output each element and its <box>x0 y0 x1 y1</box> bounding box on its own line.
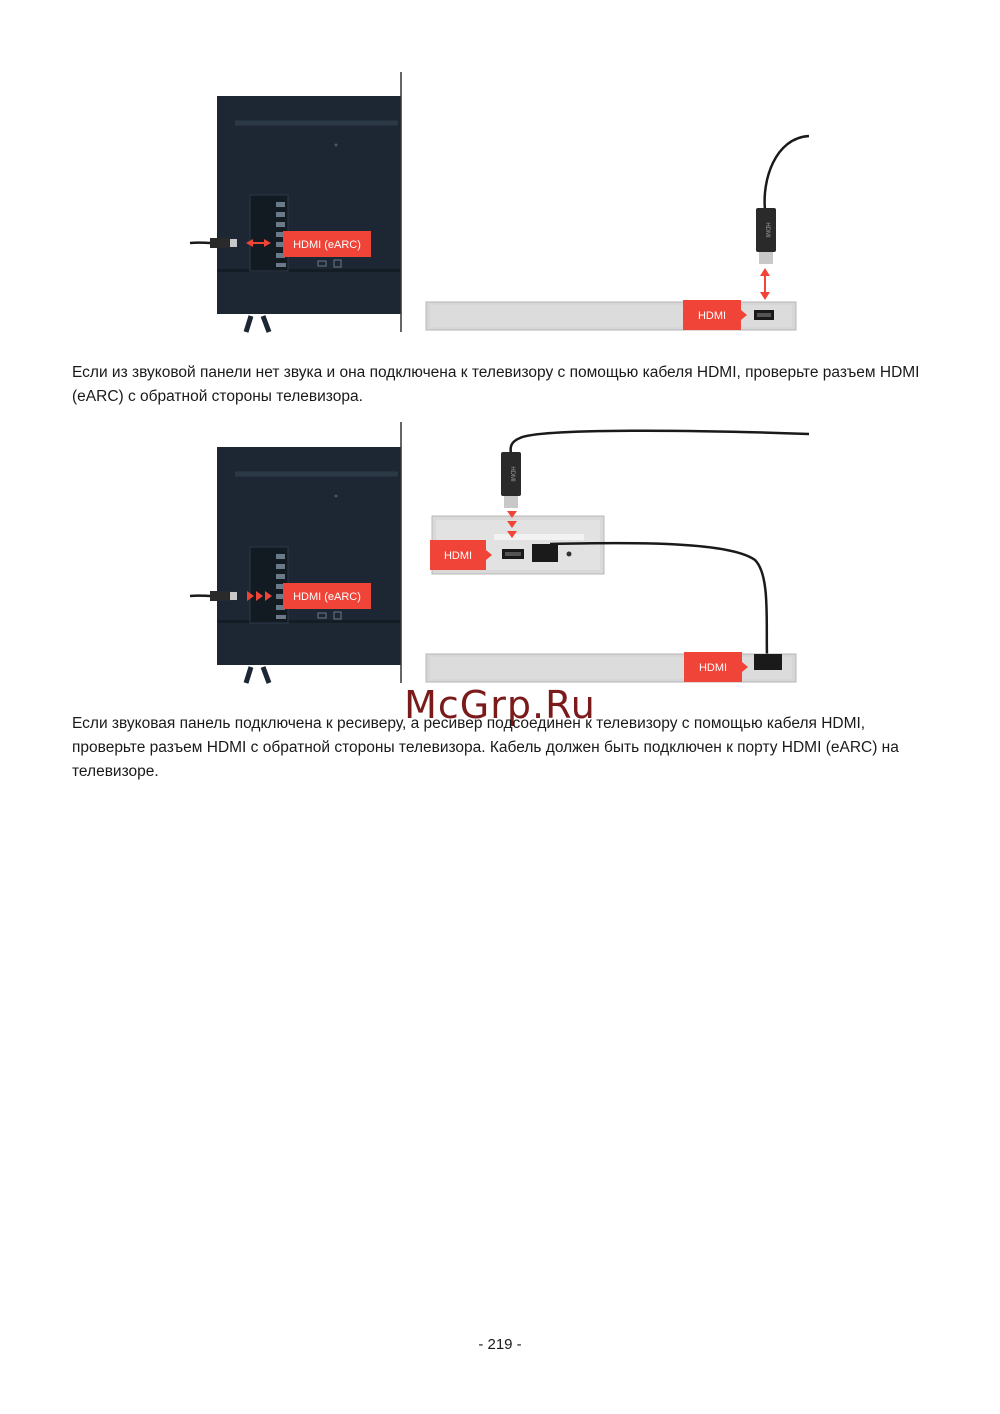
vertical-double-arrow-icon <box>760 268 770 300</box>
receiver-indicator <box>567 552 572 557</box>
tv-shelf-line <box>217 269 401 272</box>
diagram-2 <box>0 420 1000 690</box>
page-number: - 219 - <box>478 1336 522 1353</box>
tv-shelf-line <box>217 620 401 623</box>
receiver-hdmi-out-plug <box>532 544 558 562</box>
tv-screw <box>335 144 338 147</box>
paragraph-receiver-connection: Если звуковая панель подключена к ресиверу, а ресивер подсоединен к телевизору с помощью кабеля HDMI, проверьте разъем HDMI с обратной стороны телевизора. Кабель должен быть подключен к порту HDMI (eARC) на телевизоре. <box>72 715 899 780</box>
soundbar-hdmi-plug <box>754 654 782 670</box>
tv-screw <box>335 495 338 498</box>
tv-back-panel <box>217 96 401 314</box>
watermark: McGrp.Ru <box>404 683 596 727</box>
receiver-hdmi-in-port-inner <box>505 552 521 556</box>
figure-tv-receiver-soundbar-connection <box>0 420 1000 690</box>
tv-port-label: HDMI (eARC) <box>293 239 361 251</box>
plug-text: HDMI <box>509 466 515 482</box>
soundbar-port-label: HDMI <box>697 310 727 322</box>
paragraph-soundbar-no-sound: Если из звуковой панели нет звука и она подключена к телевизору с помощью кабеля HDMI, проверьте разъем HDMI (eARC) с обратной стороны телевизора. <box>72 364 920 405</box>
plug-text: HDMI <box>764 222 770 238</box>
receiver-port-label: HDMI <box>443 550 473 562</box>
tv-hdmi-plug <box>210 238 229 248</box>
soundbar-hdmi-cable <box>765 136 809 210</box>
tv-hdmi-plug-tip <box>230 592 237 600</box>
receiver-panel-strip <box>494 534 584 540</box>
receiver-hdmi-plug-tip <box>504 496 518 508</box>
figure-tv-soundbar-connection <box>0 70 1000 340</box>
soundbar-hdmi-port-inner <box>757 313 771 317</box>
receiver-hdmi-cable <box>511 431 809 454</box>
tv-port-label: HDMI (eARC) <box>293 591 361 603</box>
tv-stand <box>246 667 269 683</box>
soundbar-hdmi-plug-tip <box>759 252 773 264</box>
tv-hdmi-plug-tip <box>230 239 237 247</box>
diagram-1 <box>0 70 1000 340</box>
tv-hdmi-plug <box>210 591 229 601</box>
tv-stand <box>246 316 269 332</box>
soundbar-port-label: HDMI <box>698 662 728 674</box>
tv-back-panel <box>217 447 401 665</box>
